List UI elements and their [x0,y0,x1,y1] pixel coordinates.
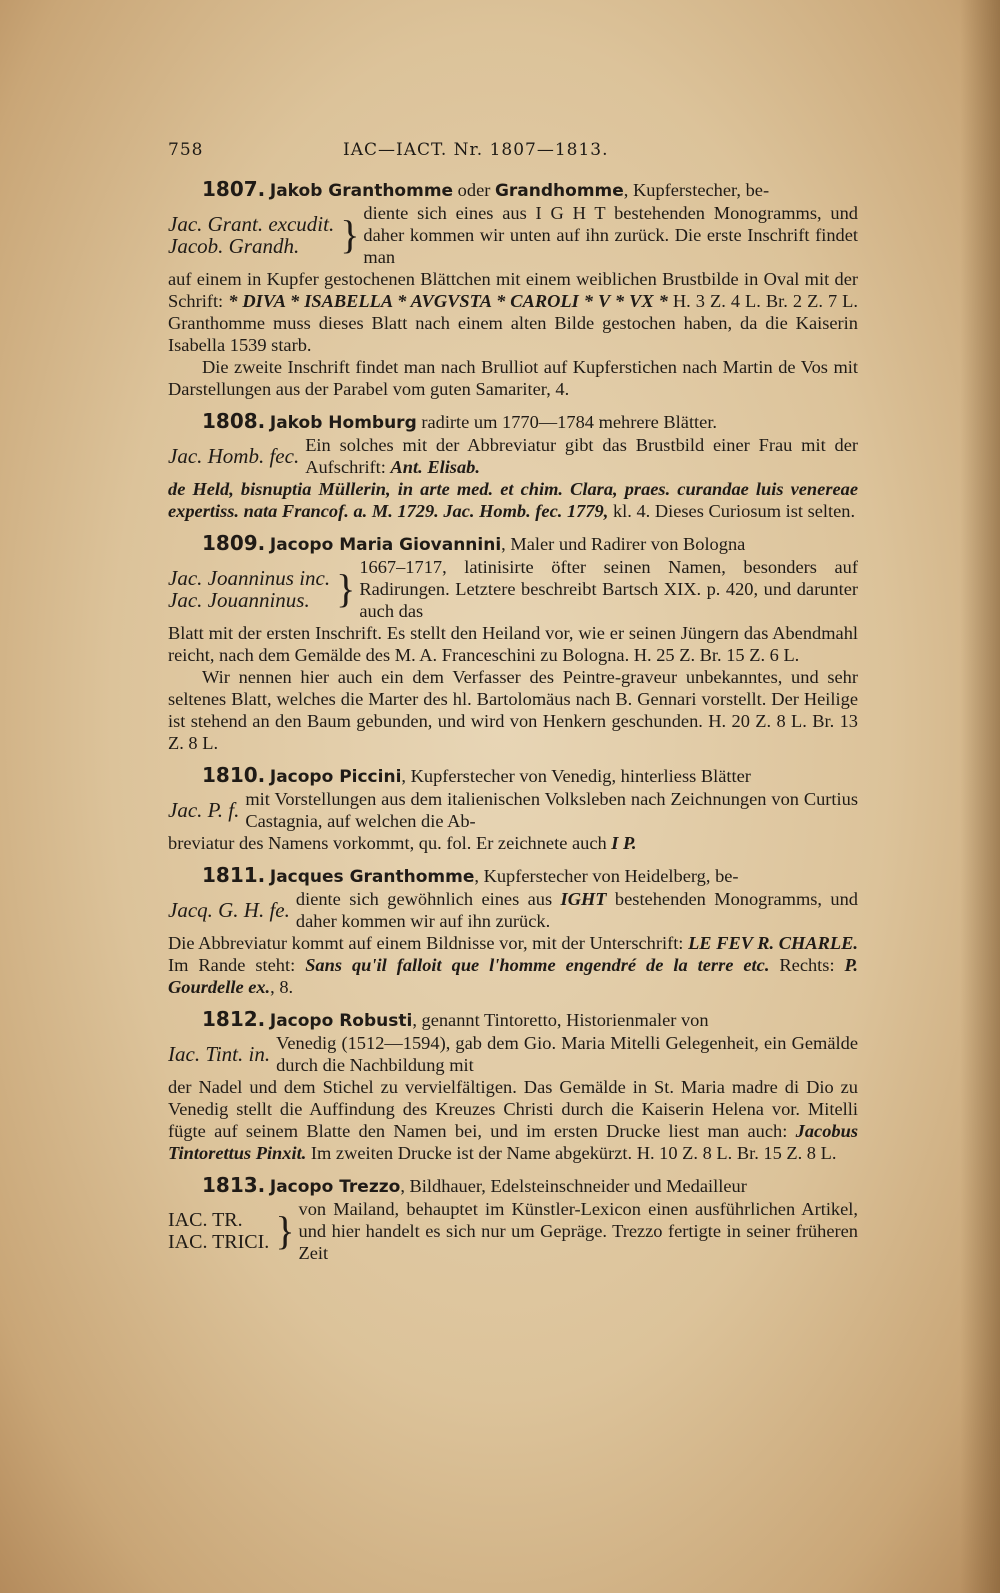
entry-1810: 1810. Jacopo Piccini, Kupferstecher von Venedig, hinterliess Blätter Jac. P. f. mit Vorstellungen aus dem italienischen Volksleben nach Zeichnungen von Curtius Castagnia, auf welchen die Ab- breviatur des Namens vorkommt, qu. fol. Er zeichnete auch I P. [168,763,858,853]
brace: } [340,212,360,257]
page-number: 758 [168,140,204,160]
artist-name: Jacopo Trezzo [269,1177,401,1197]
entry-number: 1812. [202,1007,266,1031]
monogram: Jac. Jouanninus. [168,588,310,612]
entry-number: 1809. [202,531,266,555]
artist-name: Jacques Granthomme [269,867,475,887]
artist-name: Jacopo Maria Giovannini [269,535,502,555]
entry-1813: 1813. Jacopo Trezzo, Bildhauer, Edelsteinschneider und Medailleur IAC. TR. IAC. TRICI. } von Mailand, behauptet im Künstler-Lexicon einen ausführlichen Artikel, und hier handelt es sich nur um Gepräge. Trezzo fertigte in seiner früheren Zeit [168,1173,858,1263]
brace: } [336,566,356,611]
entry-1811: 1811. Jacques Granthomme, Kupferstecher von Heidelberg, be- Jacq. G. H. fe. diente sich gewöhnlich eines aus IGHT bestehenden Monogramms, und daher kommen wir auf ihn zurück. Die Abbreviatur kommt auf einem Bildnisse vor, mit der Unterschrift: LE FEV R. CHARLE. Im Rande steht: Sans qu'il falloit que l'homme engendré de la terre etc. Rechts: P. Gourdelle ex., 8. [168,863,859,997]
monogram: Jac. Joanninus inc. [168,566,331,590]
entry-1809: 1809. Jacopo Maria Giovannini, Maler und Radirer von Bologna Jac. Joanninus inc. Jac. Jouanninus. } 1667–1717, latinisirte öfter seinen Namen, besonders auf Radirungen. Letztere beschreibt Bartsch XIX. p. 420, und darunter auch das Blatt mit der ersten Inschrift. Es stellt den Heiland vor, wie er seinen Jüngern das Abendmahl reicht, nach dem Gemälde des M. A. Franceschini zu Bologna. H. 25 Z. Br. 15 Z. 6 L. Wir nennen hier auch ein dem Verfasser des Peintre-graveur unbekanntes, und sehr seltenes Blatt, welches die Marter des hl. Bartolomäus nach B. Gennari vorstellt. Der Heilige ist stehend an den Baum gebunden, und wird von Henkern geschunden. H. 20 Z. 8 L. Br. 13 Z. 8 L. [168,531,858,753]
entry-1808: 1808. Jakob Homburg radirte um 1770—1784 mehrere Blätter. Jac. Homb. fec. Ein solches mit der Abbreviatur gibt das Brustbild einer Frau mit der Aufschrift: Ant. Elisab. de Held, bisnuptia Müllerin, in arte med. et chim. Clara, praes. curandae luis venereae expertiss. nata Francof. a. M. 1729. Jac. Homb. fec. 1779, kl. 4. Dieses Curiosum ist selten. [168,409,858,521]
entry-number: 1813. [202,1173,266,1197]
artist-name-alt: Grandhomme [494,181,624,201]
page-text [168,178,858,1274]
monogram: IAC. TRICI. [168,1231,270,1253]
artist-name: Jacopo Robusti [269,1011,413,1031]
monogram: IAC. TR. [168,1209,243,1231]
inscription: de Held, bisnuptia Müllerin, in arte med. et chim. Clara, praes. curandae luis venereae expertiss. nata Francof. a. M. 1729. Jac. Homb. fec. 1779, [168,479,858,521]
brace: } [275,1208,295,1253]
monogram: Jac. P. f. [168,798,240,822]
monogram: Jac. Grant. excudit. [168,212,335,236]
running-title: IAC—IACT. Nr. 1807—1813. [343,140,609,160]
entry-number: 1808. [202,409,266,433]
inscription: * DIVA * ISABELLA * AVGVSTA * CAROLI * V * VX * [228,291,668,311]
artist-name: Jakob Homburg [269,413,417,433]
entry-number: 1807. [202,177,266,201]
entry-number: 1810. [202,763,266,787]
artist-name: Jacopo Piccini [269,767,402,787]
artist-name: Jakob Granthomme [269,181,454,201]
monogram: Jac. Homb. fec. [168,444,300,468]
entry-1812: 1812. Jacopo Robusti, genannt Tintoretto, Historienmaler von Iac. Tint. in. Venedig (1512—1594), gab dem Gio. Maria Mitelli Gelegenheit, ein Gemälde durch die Nachbildung mit der Nadel und dem Stichel zu vervielfältigen. Das Gemälde in St. Maria madre di Dio zu Venedig stellt die Auffindung des Kreuzes Christi durch die Kaiserin Helena vor. Mitelli fügte auf seinem Blatte den Namen bei, und im ersten Drucke liest man auch: Jacobus Tintorettus Pinxit. Im zweiten Drucke ist der Name abgekürzt. H. 10 Z. 8 L. Br. 15 Z. 8 L. [168,1007,858,1163]
monogram: Iac. Tint. in. [168,1042,271,1066]
monogram: Jacq. G. H. fe. [168,898,290,922]
inscription: LE FEV R. CHARLE. [688,933,858,953]
entry-number: 1811. [202,863,266,887]
monogram: Jacob. Grandh. [168,234,300,258]
entry-1807: 1807. Jakob Granthomme oder Grandhomme, Kupferstecher, be- Jac. Grant. excudit. Jacob. Grandh. } diente sich eines aus I G H T bestehenden Monogramms, und daher kommen wir unten auf ihn zurück. Die erste Inschrift findet man auf einem in Kupfer gestochenen Blättchen mit einem weiblichen Brustbilde in Oval mit der Schrift: * DIVA * ISABELLA * AVGVSTA * CAROLI * V * VX * H. 3 Z. 4 L. Br. 2 Z. 7 L. Granthomme muss dieses Blatt nach einem alten Bilde gestochen haben, da die Kaiserin Isabella 1539 starb. Die zweite Inschrift findet man nach Brulliot auf Kupferstichen nach Martin de Vos mit Darstellungen aus der Parabel vom guten Samariter, 4. [168,177,858,399]
